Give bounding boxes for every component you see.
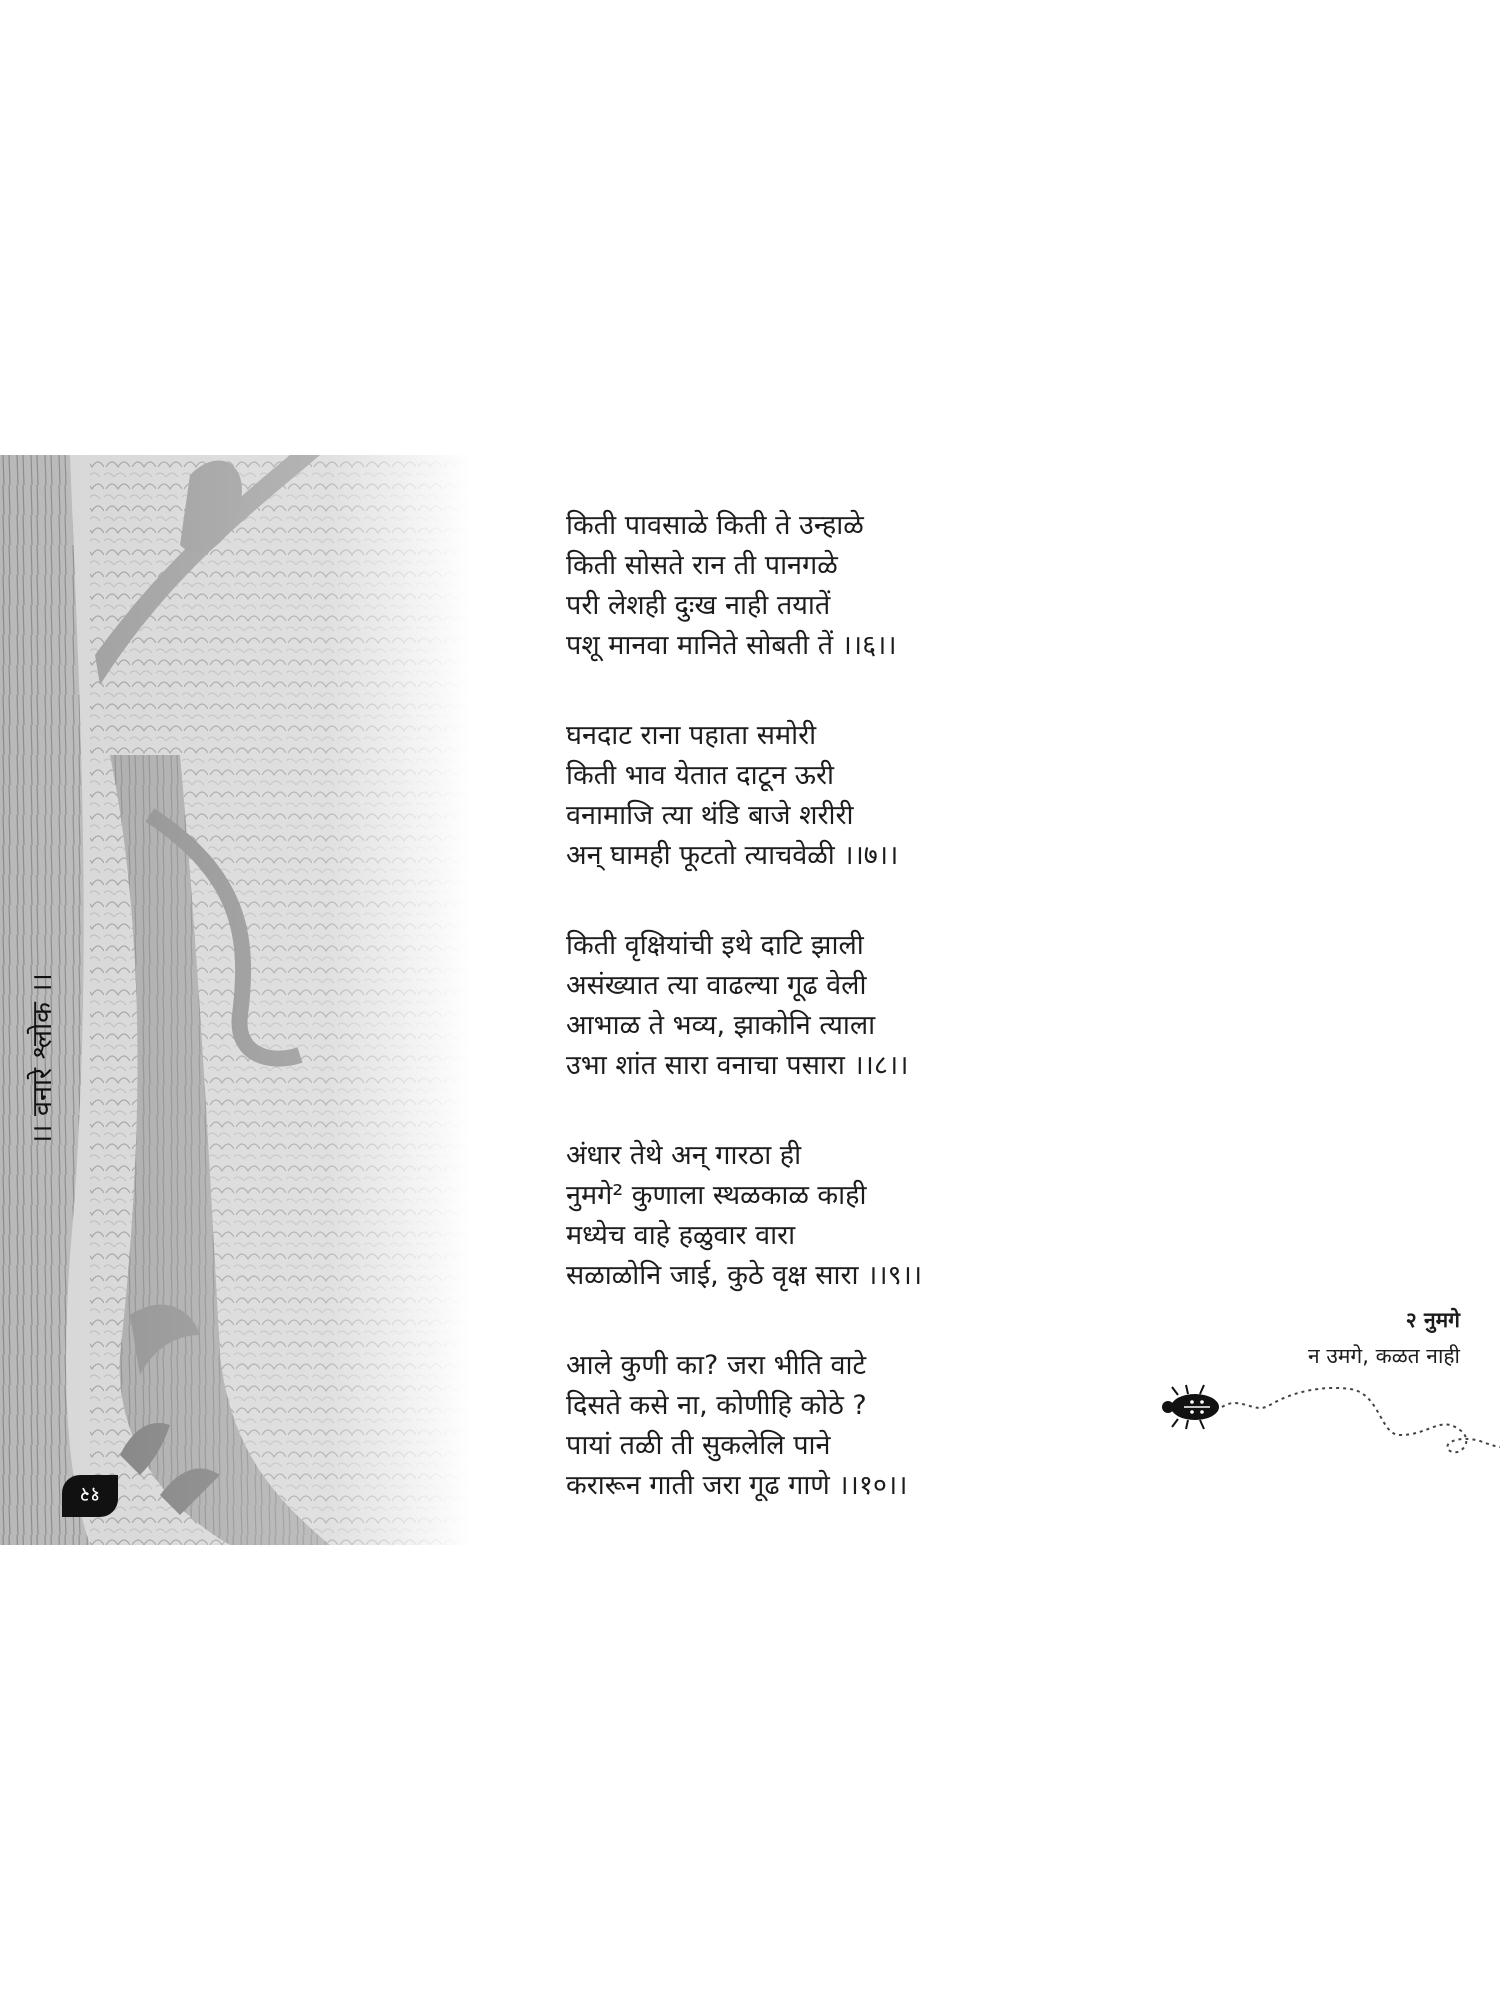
stanza-9 (566, 1136, 1046, 1296)
poem-line: किती सोसते रान ती पानगळे (566, 550, 838, 581)
poem-line: उभा शांत सारा वनाचा पसारा ।।८।। (566, 1050, 909, 1081)
poem-line: सळाळोनि जाई, कुठे वृक्ष सारा ।।९।। (566, 1260, 923, 1291)
poem-line: दिसते कसे ना, कोणीहि कोठे ? (566, 1390, 867, 1421)
poem-line: किती भाव येतात दाटून ऊरी (566, 760, 835, 791)
poem-line: परी लेशही दुःख नाही तयातें (566, 590, 831, 621)
poem-line: मध्येच वाहे हळुवार वारा (566, 1220, 796, 1251)
forest-illustration (0, 455, 470, 1545)
poem-line: किती पावसाळे किती ते उन्हाळे (566, 510, 864, 541)
footnote-title: २ नुमगे (1405, 1308, 1460, 1332)
poem-line: आभाळ ते भव्य, झाकोनि त्याला (566, 1010, 876, 1041)
poem-line: नुमगे² कुणाला स्थळकाळ काही (566, 1180, 867, 1211)
poem-line: किती वृक्षियांची इथे दाटि झाली (566, 930, 864, 961)
poem-line: वनामाजि त्या थंडि बाजे शरीरी (566, 800, 854, 831)
page-number: १२ (62, 1475, 118, 1517)
poem-line: अंधार तेथे अन् गारठा ही (566, 1140, 802, 1171)
beetle-icon (1160, 1375, 1500, 1475)
poem-line: असंख्यात त्या वाढल्या गूढ वेली (566, 970, 867, 1001)
poem (566, 506, 1046, 1556)
poem-line: करारून गाती जरा गूढ गाणे ।।१०।। (566, 1470, 908, 1501)
poem-line: अन् घामही फूटतो त्याचवेळी ।।७।। (566, 840, 899, 871)
stanza-10 (566, 1346, 1046, 1506)
poem-line: पायां तळी ती सुकलेलि पाने (566, 1430, 831, 1461)
beetle-body (1162, 1385, 1219, 1429)
stanza-7 (566, 716, 1046, 876)
footnote (1308, 1302, 1460, 1374)
poem-line: घनदाट राना पहाता समोरी (566, 720, 817, 751)
stanza-6 (566, 506, 1046, 666)
spine-title: ।। वनारे श्लोक ।। (27, 973, 58, 1145)
poem-line: पशू मानवा मानिते सोबती तें ।।६।। (566, 630, 897, 661)
stanza-8 (566, 926, 1046, 1086)
poem-line: आले कुणी का? जरा भीति वाटे (566, 1350, 867, 1381)
footnote-text: न उमगे, कळत नाही (1308, 1344, 1460, 1368)
